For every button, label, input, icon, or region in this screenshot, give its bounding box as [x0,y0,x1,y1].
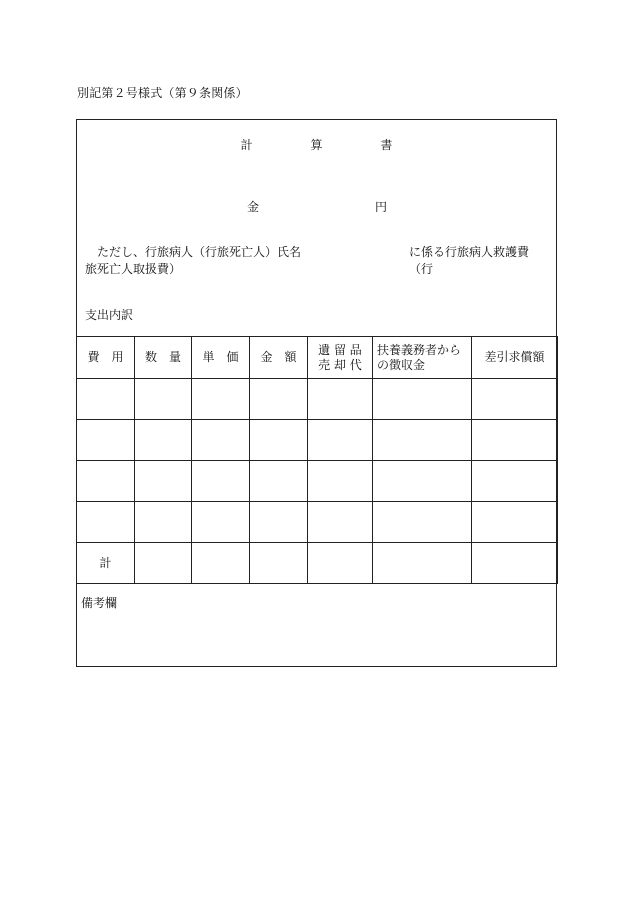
proviso-part-2: に係る行旅病人救護費（行 [409,245,530,276]
remarks-label: 備考欄 [81,596,118,610]
cell[interactable] [135,379,192,420]
cell[interactable] [308,543,373,584]
title-char-3: 書 [380,138,393,152]
document-title [77,136,556,153]
cell[interactable] [472,420,558,461]
title-char-2: 算 [310,138,323,152]
table-row [77,461,558,502]
cell[interactable] [472,543,558,584]
cell[interactable] [472,502,558,543]
cell[interactable] [77,502,135,543]
calculation-form [76,119,557,667]
header-unit-price: 単 価 [192,337,250,379]
amount-suffix: 円 [375,200,388,214]
table-row [77,502,558,543]
header-estate-sale: 遺 留 品 売 却 代 [308,337,373,379]
title-char-1: 計 [240,138,253,152]
total-label: 計 [77,543,135,584]
cell[interactable] [192,379,250,420]
breakdown-label: 支出内訳 [85,308,134,322]
cell[interactable] [77,379,135,420]
cell[interactable] [250,461,308,502]
cell[interactable] [250,502,308,543]
cell[interactable] [77,461,135,502]
table-row [77,379,558,420]
form-number-label: 別記第２号様式（第９条関係） [77,86,248,100]
cell[interactable] [308,461,373,502]
table-row [77,420,558,461]
header-quantity: 数 量 [135,337,192,379]
cell[interactable] [308,420,373,461]
cell[interactable] [250,379,308,420]
cell[interactable] [135,420,192,461]
proviso-text [85,244,551,278]
table-total-row [77,543,558,584]
cell[interactable] [192,461,250,502]
cell[interactable] [373,543,472,584]
cell[interactable] [373,502,472,543]
header-reimbursement: 差引求償額 [472,337,558,379]
cell[interactable] [77,420,135,461]
cell[interactable] [373,461,472,502]
proviso-part-3: 旅死亡人取扱費） [85,262,182,276]
header-amount: 金 額 [250,337,308,379]
cell[interactable] [373,420,472,461]
header-dependent-collection: 扶養義務者から の徴収金 [373,337,472,379]
proviso-part-1: ただし、行旅病人（行旅死亡人）氏名 [97,245,302,259]
header-cost: 費 用 [77,337,135,379]
cell[interactable] [192,502,250,543]
expense-table [76,336,558,584]
cell[interactable] [250,543,308,584]
cell[interactable] [250,420,308,461]
cell[interactable] [308,502,373,543]
cell[interactable] [135,543,192,584]
cell[interactable] [472,379,558,420]
cell[interactable] [135,461,192,502]
cell[interactable] [472,461,558,502]
cell[interactable] [135,502,192,543]
cell[interactable] [192,543,250,584]
cell[interactable] [192,420,250,461]
amount-prefix: 金 [247,200,260,214]
cell[interactable] [373,379,472,420]
cell[interactable] [308,379,373,420]
table-header-row [77,337,558,379]
